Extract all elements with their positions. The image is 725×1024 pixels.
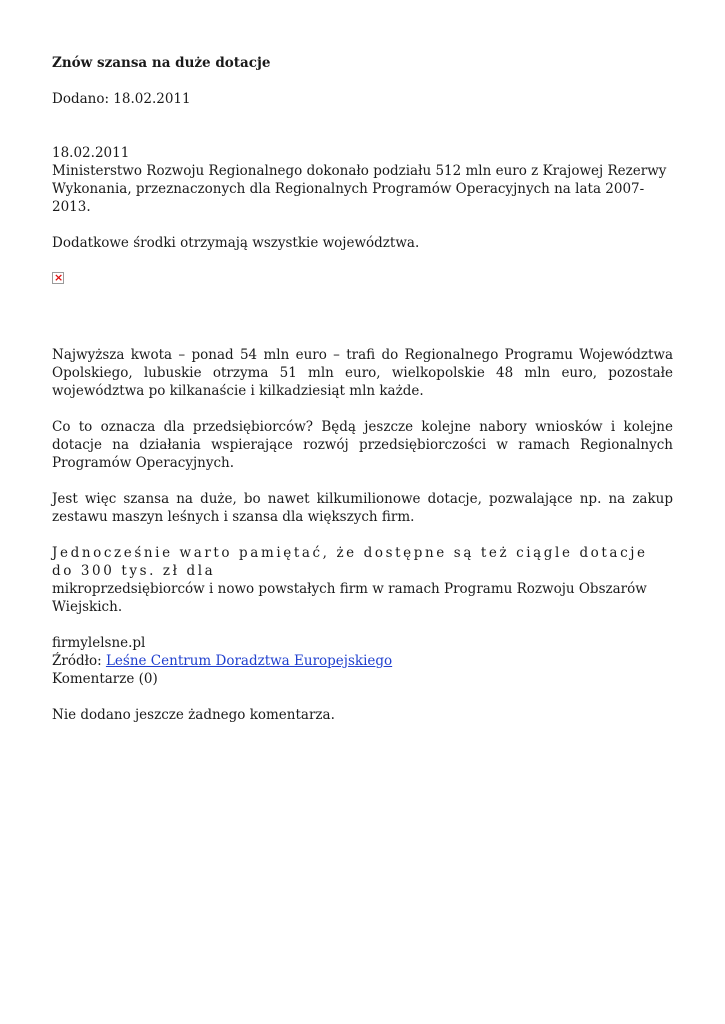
source-label: Źródło: [52,653,106,669]
intro-paragraph: Ministerstwo Rozwoju Regionalnego dokonało podziału 512 mln euro z Krajowej Rezerwy Wykonania, przeznaczonych dla Regionalnych Programów Operacyjnych na lata 2007-2013. [52,163,667,215]
article-footer [52,634,673,688]
added-date: Dodano: 18.02.2011 [52,91,191,107]
paragraph-3: Co to oznacza dla przedsiębiorców? Będą jeszcze kolejne nabory wniosków i kolejne dotacje na działania wspierające rozwój przedsiębiorczości w ramach Regionalnych Programów Operacyjnych. [52,419,673,471]
source-link[interactable]: Leśne Centrum Doradztwa Europejskiego [105,653,393,669]
paragraph-5-line-2: mikroprzedsiębiorców i nowo powstałych firm w ramach Programu Rozwoju Obszarów Wiejskich. [52,581,647,615]
paragraph-5 [52,544,673,616]
article-image [52,270,673,346]
paragraph-4: Jest więc szansa na duże, bo nawet kilkumilionowe dotacje, pozwalające np. na zakup zestawu maszyn leśnych i szansa dla większych firm. [52,491,673,525]
source-line [52,652,673,670]
article-title: Znów szansa na duże dotacje [52,55,271,71]
article-date: 18.02.2011 [52,145,130,161]
broken-image-icon [52,272,64,284]
paragraph-5-line-1: Jednocześnie warto pamiętać, że dostępne są też ciągle dotacje do 300 tys. zł dla [52,545,648,579]
comments-header: Komentarze (0) [52,671,158,687]
site-name: firmylelsne.pl [52,635,146,651]
no-comments-text: Nie dodano jeszcze żadnego komentarza. [52,707,335,723]
paragraph-1: Dodatkowe środki otrzymają wszystkie województwa. [52,235,420,251]
article [52,54,673,742]
paragraph-2: Najwyższa kwota – ponad 54 mln euro – trafi do Regionalnego Programu Województwa Opolskiego, lubuskie otrzyma 51 mln euro, wielkopolskie 48 mln euro, pozostałe województwa po kilkanaście i kilkadziesiąt mln każde. [52,347,673,399]
